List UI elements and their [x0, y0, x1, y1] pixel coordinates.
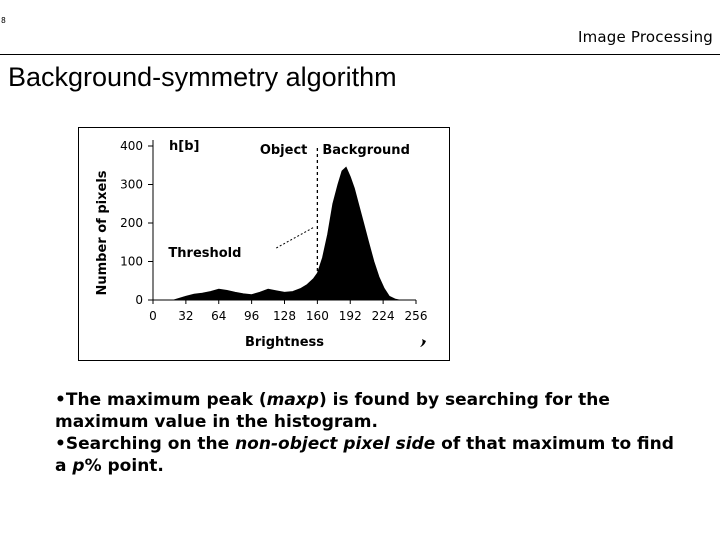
series-label: h[b]	[169, 139, 200, 154]
bullet-list	[55, 389, 675, 477]
bullet-2-suffix: % point.	[84, 456, 164, 476]
x-tick-label: 224	[371, 309, 395, 323]
bullet-1-emphasis: maxp	[266, 390, 319, 410]
y-tick-label: 300	[120, 177, 143, 192]
page-number: 8	[1, 16, 6, 25]
y-tick-label: 100	[120, 254, 143, 269]
x-tick-label: 32	[178, 309, 194, 323]
object-label: Object	[259, 143, 308, 158]
y-tick-label: 400	[120, 139, 143, 153]
bullet-item-2	[55, 433, 675, 477]
background-label: Background	[322, 143, 410, 158]
x-tick-label: 64	[211, 309, 227, 323]
bullet-item-1	[55, 389, 675, 433]
bullet-1-prefix: •The maximum peak (	[55, 390, 267, 410]
x-tick-label: 0	[149, 309, 157, 323]
x-axis-label: Brightness	[244, 335, 325, 350]
x-tick-label: 256	[404, 309, 428, 323]
slide-title: Background-symmetry algorithm	[8, 62, 397, 92]
y-axis-label: Number of pixels	[95, 170, 110, 296]
y-tick-label: 0	[135, 293, 143, 307]
bullet-2-emphasis: non-object pixel side	[235, 434, 436, 454]
bullet-1-text: ) is found by searching for the maximum value in the histogram.	[55, 390, 610, 432]
histogram-area	[153, 167, 400, 300]
x-tick-label: 160	[305, 309, 329, 323]
histogram-chart	[79, 128, 449, 360]
bullet-2-text: of that maximum to find a	[55, 434, 674, 476]
bullet-2-p-variable: p	[72, 456, 85, 476]
x-tick-label: 128	[273, 309, 296, 323]
bullet-2-prefix: •Searching on the	[55, 434, 236, 454]
histogram-figure	[78, 127, 450, 361]
y-tick-label: 200	[120, 216, 143, 230]
threshold-pointer	[276, 227, 314, 248]
threshold-label: Threshold	[168, 246, 242, 261]
x-tick-label: 192	[338, 309, 362, 323]
header-divider	[0, 54, 720, 55]
x-tick-label: 96	[243, 309, 260, 323]
header-title: Image Processing	[577, 28, 713, 46]
corner-mark-icon	[420, 339, 426, 347]
